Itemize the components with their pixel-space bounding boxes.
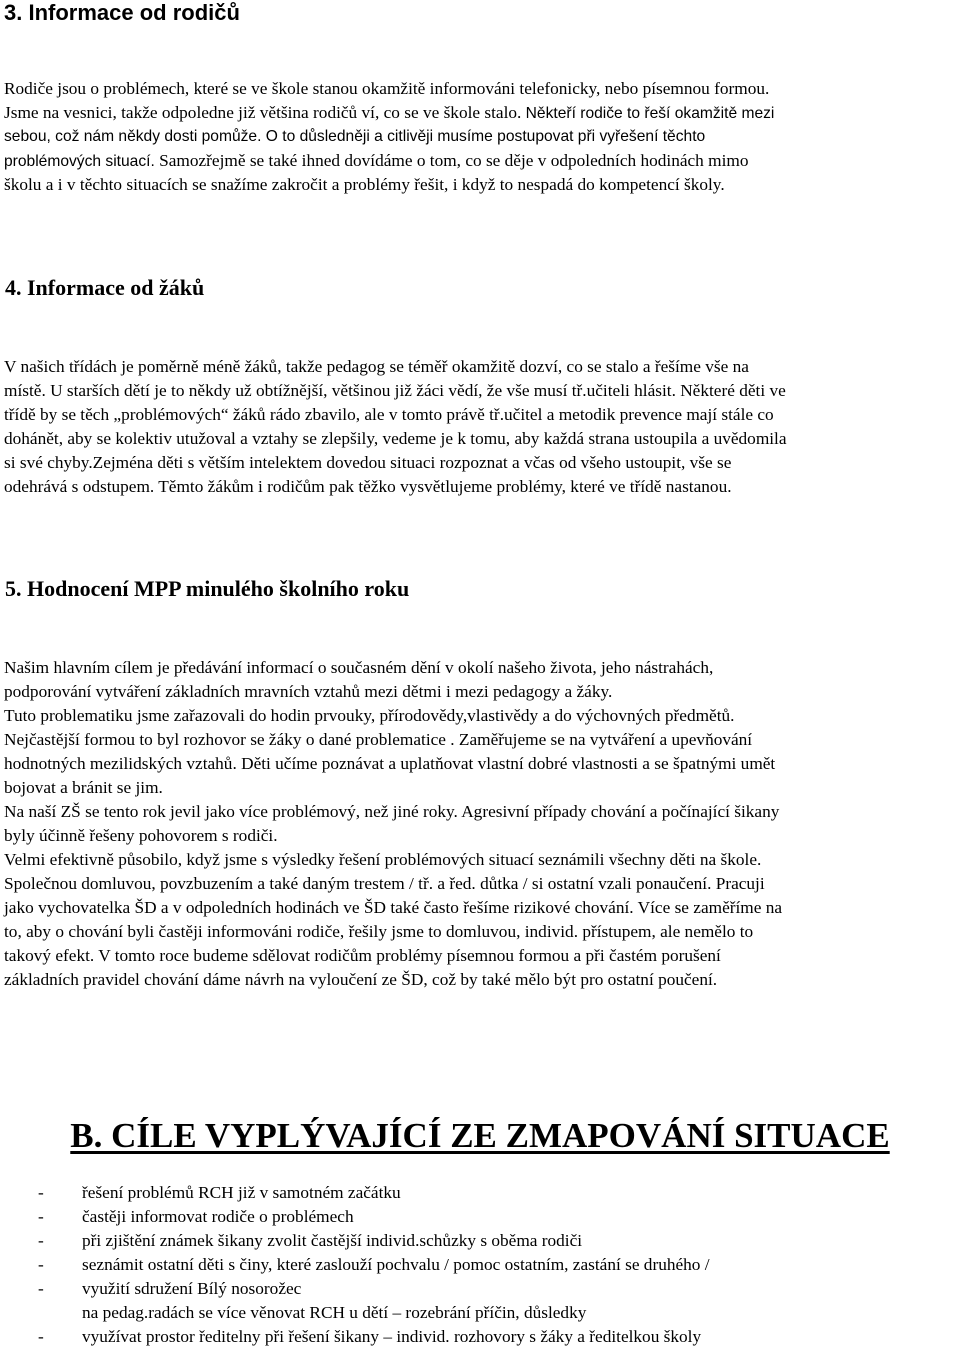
paragraph-line: základních pravidel chování dáme návrh na vyloučení ze ŠD, což by také mělo být pro ostatní poučení. xyxy=(4,970,718,989)
section-4-paragraph xyxy=(4,355,960,499)
goals-list xyxy=(38,1181,958,1349)
paragraph-line: Nejčastější formou to byl rozhovor se žáky o dané problematice . Zaměřujeme se na vytváření a upevňování xyxy=(4,730,753,749)
paragraph-line: dohánět, aby se kolektiv utužoval a vztahy se zlepšily, vedeme je k tomu, aby každá strana ustoupila a uvědomila xyxy=(4,429,787,448)
list-item: - využívat prostor ředitelny při řešení šikany – individ. rozhovory s žáky a ředitelkou školy xyxy=(38,1327,702,1346)
paragraph-line: Na naší ZŠ se tento rok jevil jako více problémový, než jiné roky. Agresivní případy chování a počínající šikany xyxy=(4,802,780,821)
paragraph-line: Společnou domluvou, povzbuzením a také daným trestem / tř. a řed. důtka / si ostatní vzali ponaučení. Pracuji xyxy=(4,874,765,893)
paragraph-line: hodnotných mezilidských vztahů. Děti učíme poznávat a uplatňovat vlastní dobré vlastnosti a se špatnými umět xyxy=(4,754,776,773)
section-3-heading: 3. Informace od rodičů xyxy=(4,0,240,25)
paragraph-line: to, aby o chování byli častěji informováni rodiče, řešily jsme to domluvou, individ. přístupem, ale nemělo to xyxy=(4,922,754,941)
paragraph-line: podporování vytváření základních mravních vztahů mezi dětmi i mezi pedagogy a žáky. xyxy=(4,682,613,701)
paragraph-line: sebou, což nám někdy dosti pomůže. O to důsledněji a citlivěji musíme postupovat při vyřešení těchto xyxy=(4,128,706,145)
list-item: - seznámit ostatní děti s činy, které zaslouží pochvalu / pomoc ostatním, zastání se druhého / xyxy=(38,1255,710,1274)
section-3-paragraph xyxy=(4,77,960,197)
section-4-heading: 4. Informace od žáků xyxy=(5,275,205,300)
list-item-continuation: na pedag.radách se více věnovat RCH u dětí – rozebrání příčin, důsledky xyxy=(82,1303,587,1322)
goals-heading: B. CÍLE VYPLÝVAJÍCÍ ZE ZMAPOVÁNÍ SITUACE xyxy=(70,1116,890,1155)
paragraph-line: Jsme na vesnici, takže odpoledne již většina rodičů ví, co se ve škole stalo. Někteří rodiče to řeší okamžitě mezi xyxy=(4,103,775,122)
paragraph-line: Velmi efektivně působilo, když jsme s výsledky řešení problémových situací seznámili všechny děti na škole. xyxy=(4,850,762,869)
paragraph-line: byly účinně řešeny pohovorem s rodiči. xyxy=(4,826,278,845)
paragraph-line: takový efekt. V tomto roce budeme sdělovat rodičům problémy písemnou formou a při častém porušení xyxy=(4,946,721,965)
paragraph-line: bojovat a bránit se jim. xyxy=(4,778,163,797)
paragraph-line: V našich třídách je poměrně méně žáků, takže pedagog se téměř okamžitě dozví, co se stalo a řešíme vše na xyxy=(4,357,749,376)
paragraph-line: školu a i v těchto situacích se snažíme zakročit a problémy řešit, i když to nespadá do kompetencí školy. xyxy=(4,175,725,194)
paragraph-line: problémových situací. Samozřejmě se také ihned dovídáme o tom, co se děje v odpoledních hodinách mimo xyxy=(4,151,749,170)
paragraph-line: si své chyby.Zejména děti s větším intelektem dovedou situaci rozpoznat a včas od všeho ustoupit, vše se xyxy=(4,453,732,472)
list-item: - řešení problémů RCH již v samotném začátku xyxy=(38,1183,401,1202)
paragraph-line: Rodiče jsou o problémech, které se ve škole stanou okamžitě informováni telefonicky, nebo písemnou formou. xyxy=(4,79,770,98)
paragraph-line: Našim hlavním cílem je předávání informací o současném dění v okolí našeho života, jeho nástrahách, xyxy=(4,658,714,677)
section-5-paragraph xyxy=(4,656,960,992)
paragraph-line: odehrává s odstupem. Těmto žákům i rodičům pak těžko vysvětlujeme problémy, které ve třídě nastanou. xyxy=(4,477,732,496)
list-item: - při zjištění známek šikany zvolit častější individ.schůzky s oběma rodiči xyxy=(38,1231,583,1250)
paragraph-line: místě. U starších dětí je to někdy už obtížnější, většinou již žáci vědí, že vše musí tř.učiteli hlásit. Některé děti ve xyxy=(4,381,786,400)
section-5-heading: 5. Hodnocení MPP minulého školního roku xyxy=(5,576,410,601)
paragraph-line: jako vychovatelka ŠD a v odpoledních hodinách ve ŠD také často řešíme rizikové chování. Více se zaměříme na xyxy=(4,898,783,917)
paragraph-line: třídě by se těch „problémových“ žáků rádo zbavilo, ale v tomto právě tř.učitel a metodik prevence mají stále co xyxy=(4,405,774,424)
list-item: - častěji informovat rodiče o problémech xyxy=(38,1207,354,1226)
paragraph-line: Tuto problematiku jsme zařazovali do hodin prvouky, přírodovědy,vlastivědy a do výchovných předmětů. xyxy=(4,706,735,725)
list-item: - využití sdružení Bílý nosorožec na pedag.radách se více věnovat RCH u dětí – rozebrání příčin, důsledky xyxy=(38,1277,958,1325)
